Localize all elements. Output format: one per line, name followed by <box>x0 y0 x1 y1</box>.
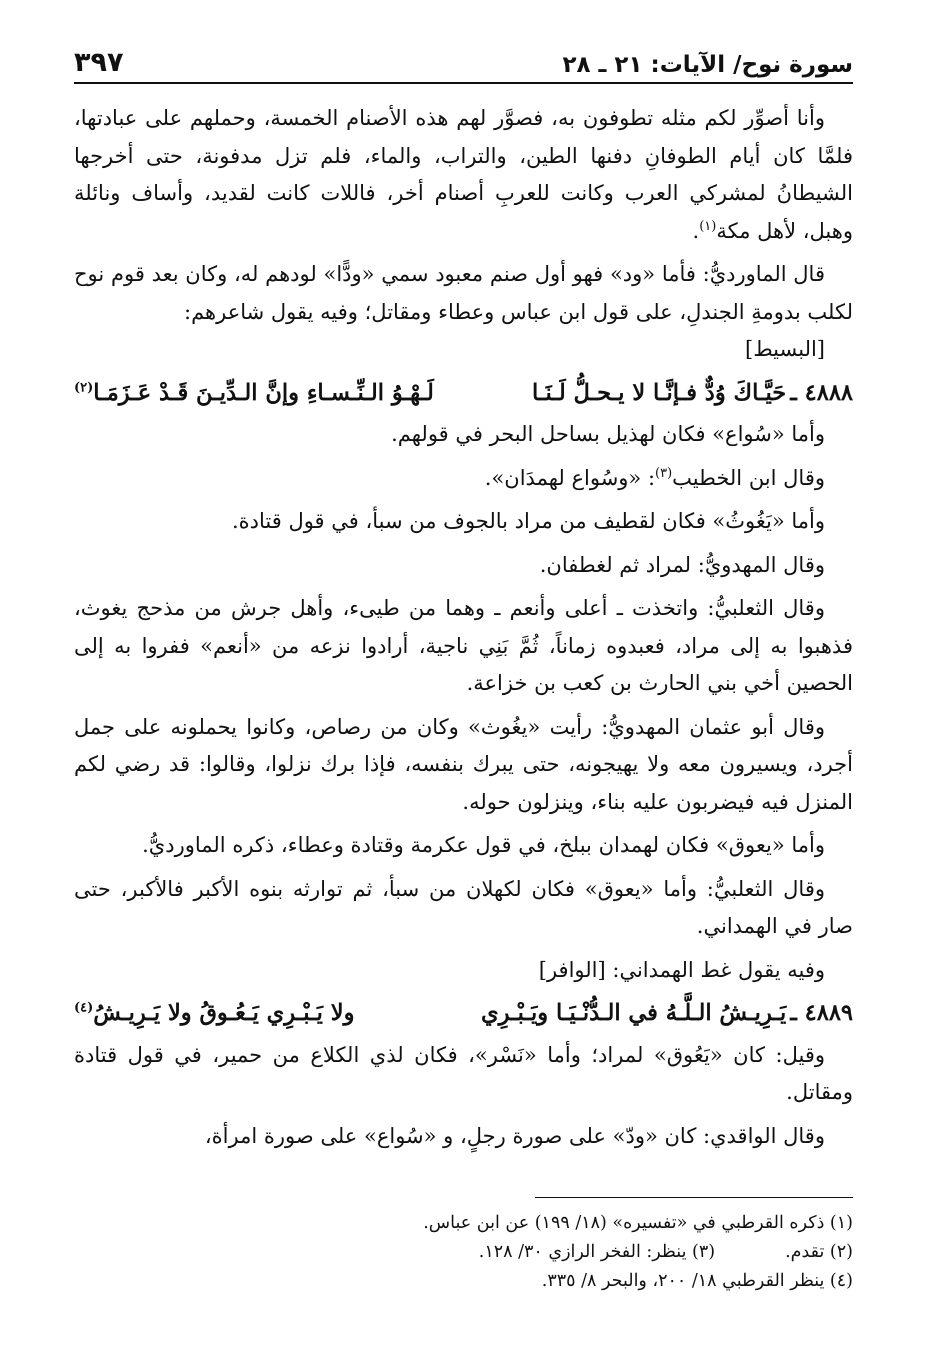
footnote-ref: (١) <box>699 218 717 234</box>
verse-second-hemistich <box>74 375 434 413</box>
page-number: ٣٩٧ <box>74 47 124 78</box>
footnote-ref: (٢) <box>74 380 94 395</box>
paragraph-text: وقال ابن الخطيب <box>672 465 825 490</box>
paragraph: وقال الثعلبيُّ: وأما «يعوق» فكان لكهلان من سبأ، ثم توارثه بنوه الأكبر فالأكبر، حتى صار في الهمداني. <box>74 876 853 938</box>
footnotes <box>74 1209 853 1296</box>
paragraph: وأما «سُواع» فكان لهذيل بساحل البحر في قولهم. <box>391 422 825 446</box>
paragraph: وقال الثعلبيُّ: واتخذت ـ أعلى وأنعم ـ وهما من طيىء، وأهل جرش من مذحج يغوث، فذهبوا به إلى مراد، فعبدوه زماناً، ثُمَّ بَنِي ناجية، أرادوا نزعه من «أنعم» ففروا به إلى الحصين أخي بني الحارث بن كعب بن خزاعة. <box>74 596 853 695</box>
footnote-3: (٣) ينظر: الفخر الرازي ٣٠/ ١٢٨. <box>478 1242 716 1262</box>
footnote-divider <box>535 1197 853 1198</box>
verse-number: ٤٨٨٩ ـ <box>790 1000 853 1026</box>
footnote-row <box>74 1238 853 1267</box>
paragraph: وقيل: كان «يَعُوق» لمراد؛ وأما «نَسْر»، فكان لذي الكلاع من حمير، في قول قتادة ومقاتل. <box>74 1042 853 1104</box>
paragraph: وأما «يَغُوثُ» فكان لقطيف من مراد بالجوف من سبأ، في قول قتادة. <box>231 509 825 533</box>
hemistich-text: ولا يَـبْـرِي يَـعُـوقُ ولا يَـرِيـشُ <box>93 1000 355 1026</box>
verse-second-hemistich <box>74 995 430 1033</box>
paragraph: وقال أبو عثمان المهدويُّ: رأيت «يغُوث» وكان من رصاص، وكانوا يحملونه على جمل أجرد، ويسيرون معه ولا يهيجونه، حتى يبرك بنفسه، فإذا برك نزلوا، وقالوا: قد رضي لكم المنزل فيه فيضربون عليه بناء، وينزلون حوله. <box>74 714 853 814</box>
poetic-meter: [البسيط] <box>745 337 825 361</box>
paragraph: وقال المهدويُّ: لمراد ثم لغطفان. <box>539 552 825 577</box>
footnote-ref: (٤) <box>74 1000 94 1016</box>
poetic-meter: [الوافر] <box>538 957 606 982</box>
paragraph-text: : «وسُواع لهمدَان». <box>484 465 656 490</box>
paragraph <box>74 460 853 498</box>
hemistich-text: لَـهْـوُ الـنِّـسـاءِ وإنَّ الـدِّيـنَ قَـدْ عَـزَمَـا <box>93 379 434 406</box>
footnote-1: (١) ذكره القرطبي في «تفسيره» (١٨/ ١٩٩) عن ابن عباس. <box>423 1213 853 1233</box>
verse-first-hemistich: يَـرِيـشُ الـلَّـهُ في الـدُّنْـيَـا ويَـبْـرِي <box>481 1000 787 1026</box>
footnote-4: (٤) ينظر القرطبي ١٨/ ٢٠٠، والبحر ٨/ ٣٣٥. <box>541 1271 853 1291</box>
paragraph-text: وأنا أصوِّر لكم مثله تطوفون به، فصوَّر لهم هذه الأصنام الخمسة، وحملهم على عبادتها، فلمَّا كان أيام الطوفانِ دفنها الطين، والتراب، والماء، فلم تزل مدفونة، حتى أخرجها الشيطانُ لمشركي العرب وكانت للعربِ أصنام أخر، فاللات كانت لقديد، وأساف ونائلة وهبل، لأهل مكة <box>74 106 853 243</box>
running-title: سورة نوح/ الآيات: ٢١ ـ ٢٨ <box>562 52 853 78</box>
paragraph-text: وفيه يقول غط الهمداني: <box>612 957 825 982</box>
verse-4889 <box>74 995 853 1033</box>
paragraph: وأما «يعوق» فكان لهمدان ببلخ، في قول عكرمة وقتادة وعطاء، ذكره الماورديُّ. <box>142 833 825 857</box>
paragraph: وقال الواقدي: كان «ودّ» على صورة رجلٍ، و «سُواع» على صورة امرأة، <box>204 1123 825 1148</box>
verse-first-hemistich: حَيَّـاكَ وُدٌّ فـإنَّـا لا يـحـلُّ لَـنَـا <box>532 379 787 406</box>
paragraph: وأنا أصوِّر لكم مثله تطوفون به، فصوَّر لهم هذه الأصنام الخمسة، وحملهم على عبادتها، فلمَّا كان أيام الطوفانِ دفنها الطين، والتراب، والماء، فلم تزل مدفونة، حتى أخرجها الشيطانُ لمشركي العرب وكانت للعربِ أصنام أخر، فاللات كانت لقديد، وأساف ونائلة وهبل، لأهل مكة$^{(١)}$. <box>74 106 853 243</box>
verse-4888 <box>74 375 853 413</box>
paragraph <box>74 952 853 990</box>
footnote-2: (٢) تقدم. <box>785 1242 853 1262</box>
paragraph-text: قال الماورديُّ: فأما «ود» فهو أول صنم معبود سمي «ودًّا» لودهم له، وكان بعد قوم نوح لكلب بدومةِ الجندلِ، على قول ابن عباس وعطاء ومقاتل؛ وفيه يقول شاعرهم: <box>74 262 853 324</box>
verse-number: ٤٨٨٨ ـ <box>790 379 853 406</box>
page-header <box>74 28 853 84</box>
main-text <box>74 100 853 1161</box>
footnote-ref: (٣) <box>655 465 673 481</box>
paragraph <box>74 256 853 369</box>
